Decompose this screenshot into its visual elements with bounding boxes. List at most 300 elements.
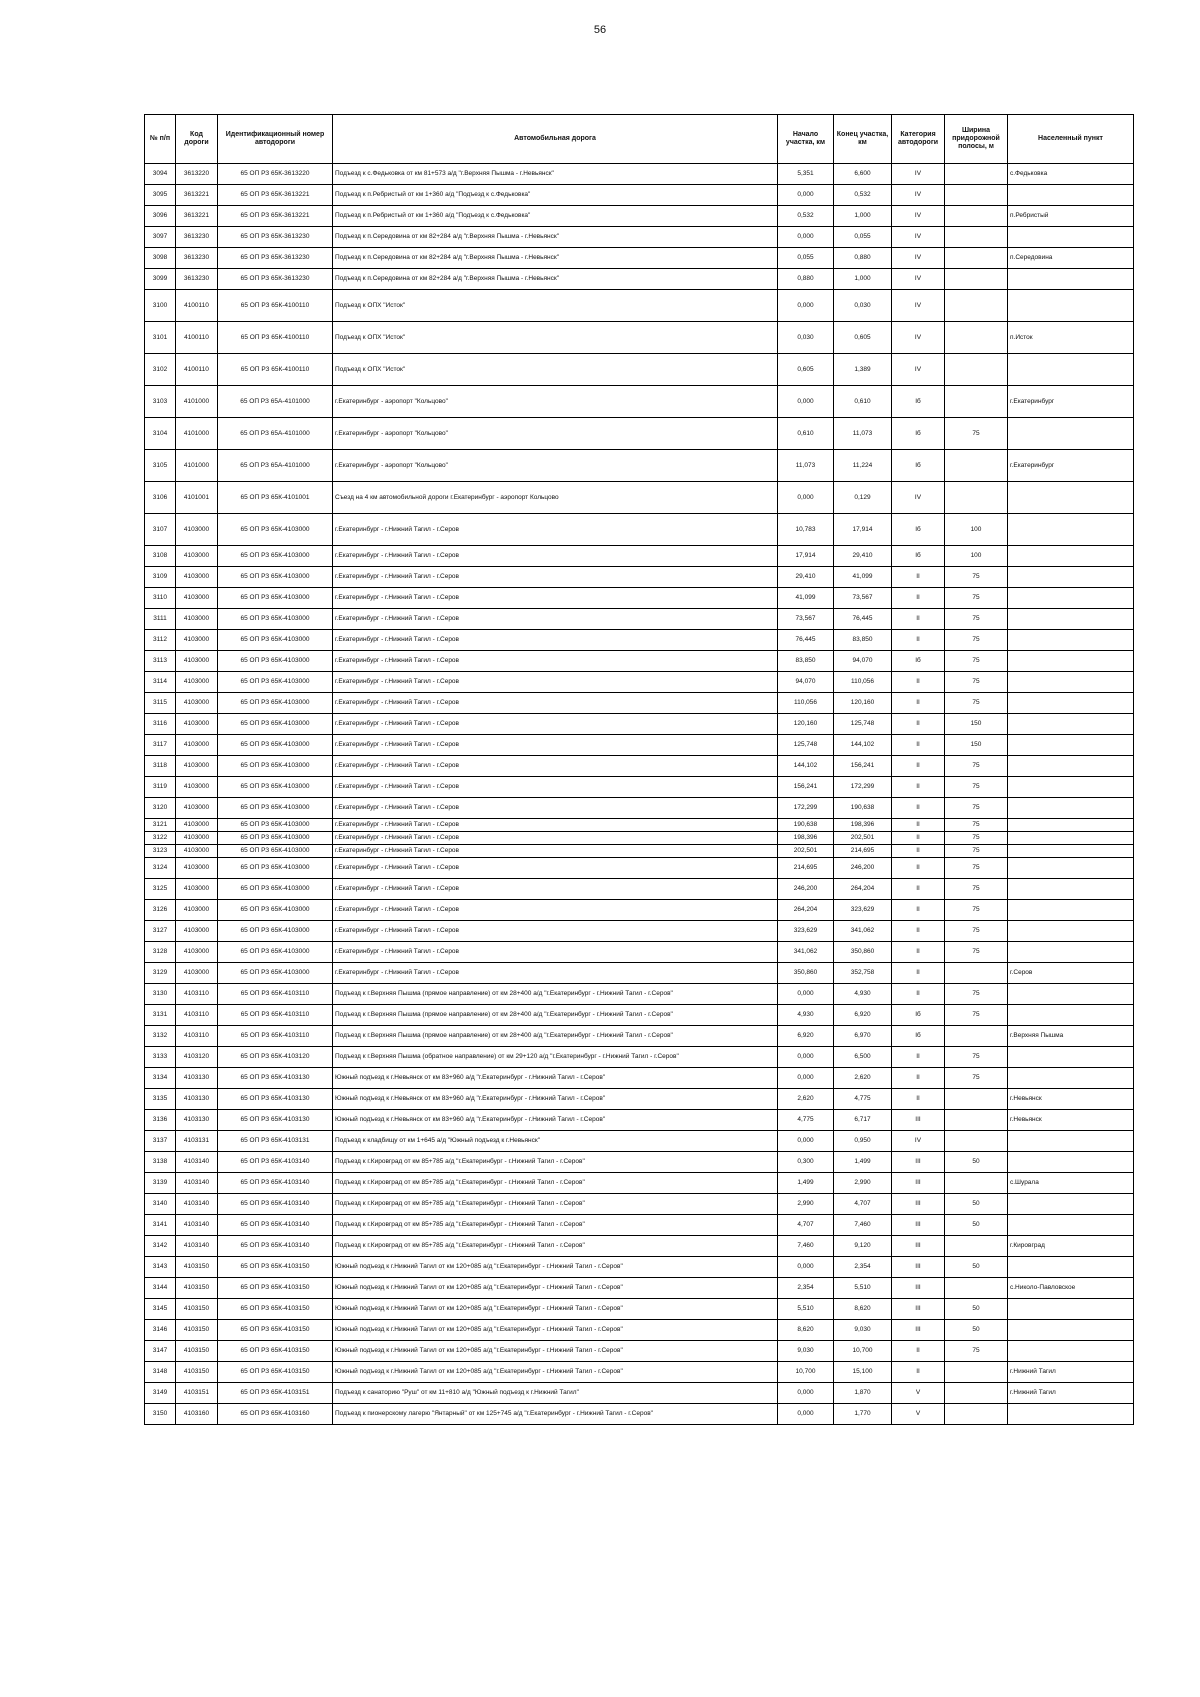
cell-settlement: г.Верхняя Пышма — [1008, 1026, 1134, 1047]
cell-section-end: 110,056 — [834, 672, 892, 693]
cell-roadside-width: 50 — [945, 1215, 1008, 1236]
cell-category: III — [892, 1257, 945, 1278]
cell-section-start: 198,396 — [778, 832, 834, 845]
cell-road-code: 4103140 — [176, 1215, 218, 1236]
cell-section-end: 352,758 — [834, 963, 892, 984]
cell-category: IV — [892, 248, 945, 269]
cell-identification-number: 65 ОП РЗ 65К-4100110 — [218, 290, 333, 322]
cell-category: IV — [892, 482, 945, 514]
cell-road-code: 4101000 — [176, 386, 218, 418]
col-header-section-start: Начало участка, км — [778, 115, 834, 164]
cell-category: II — [892, 963, 945, 984]
cell-section-end: 6,717 — [834, 1110, 892, 1131]
cell-category: IV — [892, 164, 945, 185]
cell-section-start: 246,200 — [778, 879, 834, 900]
cell-identification-number: 65 ОП РЗ 65К-4103000 — [218, 546, 333, 567]
cell-section-start: 94,070 — [778, 672, 834, 693]
cell-identification-number: 65 ОП РЗ 65К-4103000 — [218, 777, 333, 798]
table-row — [145, 921, 1134, 942]
cell-section-end: 7,460 — [834, 1215, 892, 1236]
cell-category: Iб — [892, 386, 945, 418]
cell-category: Iб — [892, 546, 945, 567]
cell-category: II — [892, 630, 945, 651]
cell-roadside-width: 75 — [945, 651, 1008, 672]
table-row — [145, 514, 1134, 546]
cell-road-name: г.Екатеринбург - г.Нижний Тагил - г.Серов — [333, 567, 778, 588]
cell-road-code: 4103000 — [176, 567, 218, 588]
cell-identification-number: 65 ОП РЗ 65А-4101000 — [218, 386, 333, 418]
cell-number: 3147 — [145, 1341, 176, 1362]
cell-identification-number: 65 ОП РЗ 65К-4103130 — [218, 1110, 333, 1131]
cell-number: 3121 — [145, 819, 176, 832]
col-header-road-name: Автомобильная дорога — [333, 115, 778, 164]
cell-identification-number: 65 ОП РЗ 65К-4103000 — [218, 735, 333, 756]
cell-section-start: 1,499 — [778, 1173, 834, 1194]
table-row — [145, 386, 1134, 418]
cell-road-code: 4103000 — [176, 735, 218, 756]
cell-road-code: 4103110 — [176, 1005, 218, 1026]
cell-number: 3100 — [145, 290, 176, 322]
cell-identification-number: 65 ОП РЗ 65К-4103000 — [218, 963, 333, 984]
cell-section-start: 0,000 — [778, 1047, 834, 1068]
cell-number: 3112 — [145, 630, 176, 651]
cell-road-code: 4103150 — [176, 1278, 218, 1299]
cell-section-end: 172,299 — [834, 777, 892, 798]
cell-section-end: 83,850 — [834, 630, 892, 651]
cell-road-code: 4103000 — [176, 942, 218, 963]
cell-settlement — [1008, 735, 1134, 756]
cell-road-name: Южный подъезд к г.Невьянск от км 83+960 а/д "г.Екатеринбург - г.Нижний Тагил - г.Серов" — [333, 1068, 778, 1089]
roads-table — [144, 114, 1134, 1425]
table-row — [145, 845, 1134, 858]
cell-section-end: 144,102 — [834, 735, 892, 756]
cell-road-name: Подъезд к п.Середовина от км 82+284 а/д "г.Верхняя Пышма - г.Невьянск" — [333, 248, 778, 269]
cell-category: II — [892, 672, 945, 693]
cell-roadside-width — [945, 206, 1008, 227]
cell-section-start: 4,775 — [778, 1110, 834, 1131]
cell-section-start: 11,073 — [778, 450, 834, 482]
cell-identification-number: 65 ОП РЗ 65К-3613230 — [218, 248, 333, 269]
cell-section-start: 144,102 — [778, 756, 834, 777]
cell-road-name: Подъезд к г.Кировград от км 85+785 а/д "г.Екатеринбург - г.Нижний Тагил - г.Серов" — [333, 1215, 778, 1236]
cell-roadside-width — [945, 1110, 1008, 1131]
cell-road-code: 4103000 — [176, 588, 218, 609]
cell-roadside-width — [945, 164, 1008, 185]
cell-settlement — [1008, 858, 1134, 879]
table-row — [145, 227, 1134, 248]
table-row — [145, 798, 1134, 819]
cell-road-name: г.Екатеринбург - г.Нижний Тагил - г.Серов — [333, 777, 778, 798]
cell-number: 3125 — [145, 879, 176, 900]
cell-roadside-width: 100 — [945, 514, 1008, 546]
cell-number: 3126 — [145, 900, 176, 921]
cell-settlement — [1008, 672, 1134, 693]
table-row — [145, 185, 1134, 206]
cell-category: III — [892, 1299, 945, 1320]
cell-roadside-width — [945, 354, 1008, 386]
cell-roadside-width — [945, 269, 1008, 290]
cell-identification-number: 65 ОП РЗ 65А-4101000 — [218, 450, 333, 482]
table-row — [145, 693, 1134, 714]
cell-road-code: 4103000 — [176, 514, 218, 546]
cell-settlement — [1008, 756, 1134, 777]
cell-identification-number: 65 ОП РЗ 65К-4103150 — [218, 1257, 333, 1278]
cell-section-start: 0,000 — [778, 984, 834, 1005]
cell-road-name: Подъезд к г.Верхняя Пышма (обратное направление) от км 29+120 а/д "г.Екатеринбург - г.Нижний Тагил - г.Серов" — [333, 1047, 778, 1068]
cell-road-name: Съезд на 4 км автомобильной дороги г.Екатеринбург - аэропорт Кольцово — [333, 482, 778, 514]
cell-road-name: Подъезд к г.Кировград от км 85+785 а/д "г.Екатеринбург - г.Нижний Тагил - г.Серов" — [333, 1194, 778, 1215]
cell-road-code: 4103160 — [176, 1404, 218, 1425]
cell-roadside-width: 50 — [945, 1257, 1008, 1278]
cell-category: III — [892, 1215, 945, 1236]
cell-section-end: 17,914 — [834, 514, 892, 546]
cell-section-start: 0,030 — [778, 322, 834, 354]
cell-section-end: 120,160 — [834, 693, 892, 714]
cell-road-name: Южный подъезд к г.Невьянск от км 83+960 а/д "г.Екатеринбург - г.Нижний Тагил - г.Серов" — [333, 1110, 778, 1131]
cell-section-end: 9,120 — [834, 1236, 892, 1257]
cell-roadside-width: 75 — [945, 756, 1008, 777]
page-number: 56 — [593, 24, 607, 36]
cell-category: II — [892, 735, 945, 756]
cell-identification-number: 65 ОП РЗ 65К-4103150 — [218, 1320, 333, 1341]
cell-section-start: 5,510 — [778, 1299, 834, 1320]
cell-road-code: 4100110 — [176, 322, 218, 354]
cell-settlement — [1008, 630, 1134, 651]
cell-identification-number: 65 ОП РЗ 65К-3613220 — [218, 164, 333, 185]
cell-number: 3102 — [145, 354, 176, 386]
cell-road-code: 4103151 — [176, 1383, 218, 1404]
cell-section-end: 323,629 — [834, 900, 892, 921]
table-row — [145, 1383, 1134, 1404]
cell-road-name: Южный подъезд к г.Нижний Тагил от км 120+085 а/д "г.Екатеринбург - г.Нижний Тагил - г.Серов" — [333, 1320, 778, 1341]
table-row — [145, 1362, 1134, 1383]
cell-road-name: Подъезд к п.Середовина от км 82+284 а/д "г.Верхняя Пышма - г.Невьянск" — [333, 269, 778, 290]
cell-settlement: с.Шурала — [1008, 1173, 1134, 1194]
cell-section-start: 0,532 — [778, 206, 834, 227]
cell-road-code: 3613221 — [176, 206, 218, 227]
cell-road-name: г.Екатеринбург - г.Нижний Тагил - г.Серов — [333, 963, 778, 984]
cell-roadside-width: 75 — [945, 798, 1008, 819]
table-row — [145, 609, 1134, 630]
cell-road-code: 3613230 — [176, 269, 218, 290]
cell-settlement — [1008, 1257, 1134, 1278]
table-row — [145, 1110, 1134, 1131]
cell-section-start: 5,351 — [778, 164, 834, 185]
cell-number: 3122 — [145, 832, 176, 845]
cell-roadside-width — [945, 1404, 1008, 1425]
cell-section-start: 41,099 — [778, 588, 834, 609]
cell-number: 3106 — [145, 482, 176, 514]
cell-category: II — [892, 1068, 945, 1089]
cell-section-start: 0,000 — [778, 290, 834, 322]
table-row — [145, 567, 1134, 588]
cell-settlement: г.Кировград — [1008, 1236, 1134, 1257]
cell-settlement — [1008, 832, 1134, 845]
cell-roadside-width — [945, 1383, 1008, 1404]
cell-road-name: Подъезд к с.Федьковка от км 81+573 а/д "г.Верхняя Пышма - г.Невьянск" — [333, 164, 778, 185]
cell-section-start: 10,783 — [778, 514, 834, 546]
cell-number: 3101 — [145, 322, 176, 354]
table-row — [145, 714, 1134, 735]
cell-identification-number: 65 ОП РЗ 65К-4103000 — [218, 845, 333, 858]
cell-category: III — [892, 1110, 945, 1131]
cell-roadside-width: 75 — [945, 819, 1008, 832]
cell-category: II — [892, 942, 945, 963]
cell-settlement: с.Федьковка — [1008, 164, 1134, 185]
cell-number: 3098 — [145, 248, 176, 269]
cell-category: II — [892, 567, 945, 588]
cell-settlement — [1008, 185, 1134, 206]
cell-category: Iб — [892, 418, 945, 450]
cell-number: 3129 — [145, 963, 176, 984]
cell-road-code: 4103000 — [176, 651, 218, 672]
cell-settlement — [1008, 546, 1134, 567]
cell-section-end: 214,695 — [834, 845, 892, 858]
cell-road-name: г.Екатеринбург - г.Нижний Тагил - г.Серов — [333, 756, 778, 777]
cell-settlement — [1008, 1047, 1134, 1068]
cell-number: 3131 — [145, 1005, 176, 1026]
cell-roadside-width — [945, 185, 1008, 206]
cell-road-code: 4101000 — [176, 418, 218, 450]
cell-category: II — [892, 921, 945, 942]
cell-settlement: с.Николо-Павловское — [1008, 1278, 1134, 1299]
cell-road-name: г.Екатеринбург - г.Нижний Тагил - г.Серов — [333, 514, 778, 546]
cell-roadside-width: 75 — [945, 879, 1008, 900]
cell-settlement — [1008, 714, 1134, 735]
cell-section-start: 0,000 — [778, 227, 834, 248]
cell-section-start: 8,620 — [778, 1320, 834, 1341]
table-row — [145, 777, 1134, 798]
cell-section-start: 0,000 — [778, 185, 834, 206]
cell-road-name: г.Екатеринбург - г.Нижний Тагил - г.Серов — [333, 630, 778, 651]
cell-section-end: 1,389 — [834, 354, 892, 386]
cell-section-end: 341,062 — [834, 921, 892, 942]
cell-road-code: 4103131 — [176, 1131, 218, 1152]
cell-road-name: Подъезд к г.Верхняя Пышма (прямое направление) от км 28+400 а/д "г.Екатеринбург - г.Нижний Тагил - г.Серов" — [333, 1026, 778, 1047]
cell-road-name: г.Екатеринбург - г.Нижний Тагил - г.Серов — [333, 609, 778, 630]
table-header-row — [145, 115, 1134, 164]
cell-roadside-width: 75 — [945, 630, 1008, 651]
cell-road-name: г.Екатеринбург - аэропорт "Кольцово" — [333, 450, 778, 482]
cell-section-end: 0,610 — [834, 386, 892, 418]
cell-roadside-width: 50 — [945, 1299, 1008, 1320]
cell-section-start: 120,160 — [778, 714, 834, 735]
cell-section-end: 0,129 — [834, 482, 892, 514]
cell-number: 3137 — [145, 1131, 176, 1152]
cell-roadside-width — [945, 1089, 1008, 1110]
cell-category: IV — [892, 227, 945, 248]
table-row — [145, 164, 1134, 185]
cell-roadside-width: 75 — [945, 1068, 1008, 1089]
cell-road-name: г.Екатеринбург - г.Нижний Тагил - г.Серов — [333, 798, 778, 819]
cell-road-name: Подъезд к ОПХ "Исток" — [333, 322, 778, 354]
cell-roadside-width: 75 — [945, 567, 1008, 588]
cell-road-name: Подъезд к г.Верхняя Пышма (прямое направление) от км 28+400 а/д "г.Екатеринбург - г.Нижний Тагил - г.Серов" — [333, 1005, 778, 1026]
table-body — [145, 164, 1134, 1425]
cell-section-end: 190,638 — [834, 798, 892, 819]
cell-section-start: 190,638 — [778, 819, 834, 832]
cell-roadside-width — [945, 1131, 1008, 1152]
table-row — [145, 984, 1134, 1005]
cell-identification-number: 65 ОП РЗ 65К-4103000 — [218, 588, 333, 609]
cell-settlement — [1008, 567, 1134, 588]
cell-settlement — [1008, 269, 1134, 290]
cell-identification-number: 65 ОП РЗ 65К-4103000 — [218, 942, 333, 963]
cell-road-code: 4103150 — [176, 1362, 218, 1383]
cell-settlement — [1008, 227, 1134, 248]
cell-roadside-width: 75 — [945, 984, 1008, 1005]
cell-section-end: 5,510 — [834, 1278, 892, 1299]
table-row — [145, 1005, 1134, 1026]
col-header-settlement: Населенный пункт — [1008, 115, 1134, 164]
cell-section-end: 1,870 — [834, 1383, 892, 1404]
cell-road-name: г.Екатеринбург - г.Нижний Тагил - г.Серов — [333, 858, 778, 879]
cell-number: 3104 — [145, 418, 176, 450]
cell-identification-number: 65 ОП РЗ 65К-4103110 — [218, 984, 333, 1005]
cell-section-start: 2,620 — [778, 1089, 834, 1110]
cell-category: Iб — [892, 450, 945, 482]
table-row — [145, 1215, 1134, 1236]
cell-road-name: Южный подъезд к г.Невьянск от км 83+960 а/д "г.Екатеринбург - г.Нижний Тагил - г.Серов" — [333, 1089, 778, 1110]
cell-settlement — [1008, 1215, 1134, 1236]
cell-section-end: 2,354 — [834, 1257, 892, 1278]
table-row — [145, 269, 1134, 290]
cell-number: 3107 — [145, 514, 176, 546]
cell-settlement: г.Невьянск — [1008, 1110, 1134, 1131]
cell-identification-number: 65 ОП РЗ 65К-4103110 — [218, 1005, 333, 1026]
cell-road-name: Подъезд к санаторию "Руш" от км 11+810 а/д "Южный подъезд к г.Нижний Тагил" — [333, 1383, 778, 1404]
cell-section-end: 2,990 — [834, 1173, 892, 1194]
cell-settlement — [1008, 819, 1134, 832]
cell-identification-number: 65 ОП РЗ 65К-3613230 — [218, 227, 333, 248]
cell-road-code: 3613220 — [176, 164, 218, 185]
cell-roadside-width: 75 — [945, 832, 1008, 845]
cell-identification-number: 65 ОП РЗ 65К-4103000 — [218, 567, 333, 588]
table-row — [145, 1278, 1134, 1299]
cell-section-start: 0,880 — [778, 269, 834, 290]
cell-road-code: 4103000 — [176, 546, 218, 567]
cell-section-end: 4,930 — [834, 984, 892, 1005]
cell-section-end: 264,204 — [834, 879, 892, 900]
cell-section-end: 0,532 — [834, 185, 892, 206]
cell-road-name: Южный подъезд к г.Нижний Тагил от км 120+085 а/д "г.Екатеринбург - г.Нижний Тагил - г.Серов" — [333, 1341, 778, 1362]
cell-identification-number: 65 ОП РЗ 65К-4103140 — [218, 1236, 333, 1257]
cell-section-end: 0,950 — [834, 1131, 892, 1152]
cell-road-name: Подъезд к г.Верхняя Пышма (прямое направление) от км 28+400 а/д "г.Екатеринбург - г.Нижний Тагил - г.Серов" — [333, 984, 778, 1005]
table-row — [145, 1194, 1134, 1215]
cell-section-end: 246,200 — [834, 858, 892, 879]
cell-section-end: 4,775 — [834, 1089, 892, 1110]
cell-number: 3136 — [145, 1110, 176, 1131]
cell-section-start: 9,030 — [778, 1341, 834, 1362]
cell-roadside-width: 75 — [945, 900, 1008, 921]
cell-road-name: г.Екатеринбург - г.Нижний Тагил - г.Серов — [333, 942, 778, 963]
cell-road-code: 4103130 — [176, 1089, 218, 1110]
cell-identification-number: 65 ОП РЗ 65К-4103130 — [218, 1089, 333, 1110]
cell-road-code: 4103120 — [176, 1047, 218, 1068]
cell-roadside-width: 75 — [945, 777, 1008, 798]
cell-number: 3141 — [145, 1215, 176, 1236]
cell-number: 3144 — [145, 1278, 176, 1299]
cell-road-code: 4103000 — [176, 845, 218, 858]
cell-section-end: 1,499 — [834, 1152, 892, 1173]
cell-identification-number: 65 ОП РЗ 65К-4103000 — [218, 756, 333, 777]
cell-number: 3110 — [145, 588, 176, 609]
cell-category: III — [892, 1278, 945, 1299]
cell-section-end: 8,620 — [834, 1299, 892, 1320]
cell-settlement — [1008, 1404, 1134, 1425]
cell-identification-number: 65 ОП РЗ 65К-4103000 — [218, 714, 333, 735]
cell-roadside-width: 50 — [945, 1194, 1008, 1215]
cell-number: 3128 — [145, 942, 176, 963]
cell-category: V — [892, 1383, 945, 1404]
table-row — [145, 900, 1134, 921]
cell-category: III — [892, 1152, 945, 1173]
cell-settlement — [1008, 418, 1134, 450]
cell-road-code: 4103150 — [176, 1299, 218, 1320]
cell-category: II — [892, 714, 945, 735]
cell-category: II — [892, 1089, 945, 1110]
cell-section-end: 11,224 — [834, 450, 892, 482]
cell-category: III — [892, 1236, 945, 1257]
cell-settlement: п.Середовина — [1008, 248, 1134, 269]
cell-section-start: 2,990 — [778, 1194, 834, 1215]
cell-settlement — [1008, 588, 1134, 609]
col-header-road-code: Код дороги — [176, 115, 218, 164]
cell-section-start: 83,850 — [778, 651, 834, 672]
cell-road-name: г.Екатеринбург - г.Нижний Тагил - г.Серов — [333, 879, 778, 900]
cell-identification-number: 65 ОП РЗ 65К-4103150 — [218, 1278, 333, 1299]
cell-number: 3130 — [145, 984, 176, 1005]
cell-road-code: 4103130 — [176, 1068, 218, 1089]
cell-number: 3150 — [145, 1404, 176, 1425]
cell-section-end: 350,860 — [834, 942, 892, 963]
table-row — [145, 1299, 1134, 1320]
cell-roadside-width: 75 — [945, 1047, 1008, 1068]
table-row — [145, 418, 1134, 450]
cell-road-name: г.Екатеринбург - г.Нижний Тагил - г.Серов — [333, 921, 778, 942]
cell-section-start: 0,000 — [778, 1404, 834, 1425]
cell-identification-number: 65 ОП РЗ 65К-3613221 — [218, 206, 333, 227]
cell-number: 3127 — [145, 921, 176, 942]
cell-road-name: Подъезд к кладбищу от км 1+645 а/д "Южный подъезд к г.Невьянск" — [333, 1131, 778, 1152]
cell-section-end: 41,099 — [834, 567, 892, 588]
cell-road-code: 4100110 — [176, 354, 218, 386]
cell-settlement: г.Екатеринбург — [1008, 450, 1134, 482]
cell-identification-number: 65 ОП РЗ 65К-4103000 — [218, 900, 333, 921]
cell-roadside-width — [945, 248, 1008, 269]
cell-settlement: п.Исток — [1008, 322, 1134, 354]
cell-roadside-width: 75 — [945, 588, 1008, 609]
col-header-section-end: Конец участка, км — [834, 115, 892, 164]
cell-road-code: 4103000 — [176, 630, 218, 651]
cell-section-end: 202,501 — [834, 832, 892, 845]
cell-section-end: 198,396 — [834, 819, 892, 832]
cell-settlement: г.Екатеринбург — [1008, 386, 1134, 418]
cell-roadside-width — [945, 1278, 1008, 1299]
cell-category: IV — [892, 290, 945, 322]
cell-roadside-width — [945, 450, 1008, 482]
cell-number: 3120 — [145, 798, 176, 819]
cell-number: 3124 — [145, 858, 176, 879]
cell-road-name: Подъезд к г.Кировград от км 85+785 а/д "г.Екатеринбург - г.Нижний Тагил - г.Серов" — [333, 1236, 778, 1257]
cell-number: 3134 — [145, 1068, 176, 1089]
cell-road-code: 4103000 — [176, 963, 218, 984]
cell-road-name: г.Екатеринбург - г.Нижний Тагил - г.Серов — [333, 546, 778, 567]
cell-roadside-width: 75 — [945, 609, 1008, 630]
cell-roadside-width: 75 — [945, 418, 1008, 450]
cell-number: 3105 — [145, 450, 176, 482]
